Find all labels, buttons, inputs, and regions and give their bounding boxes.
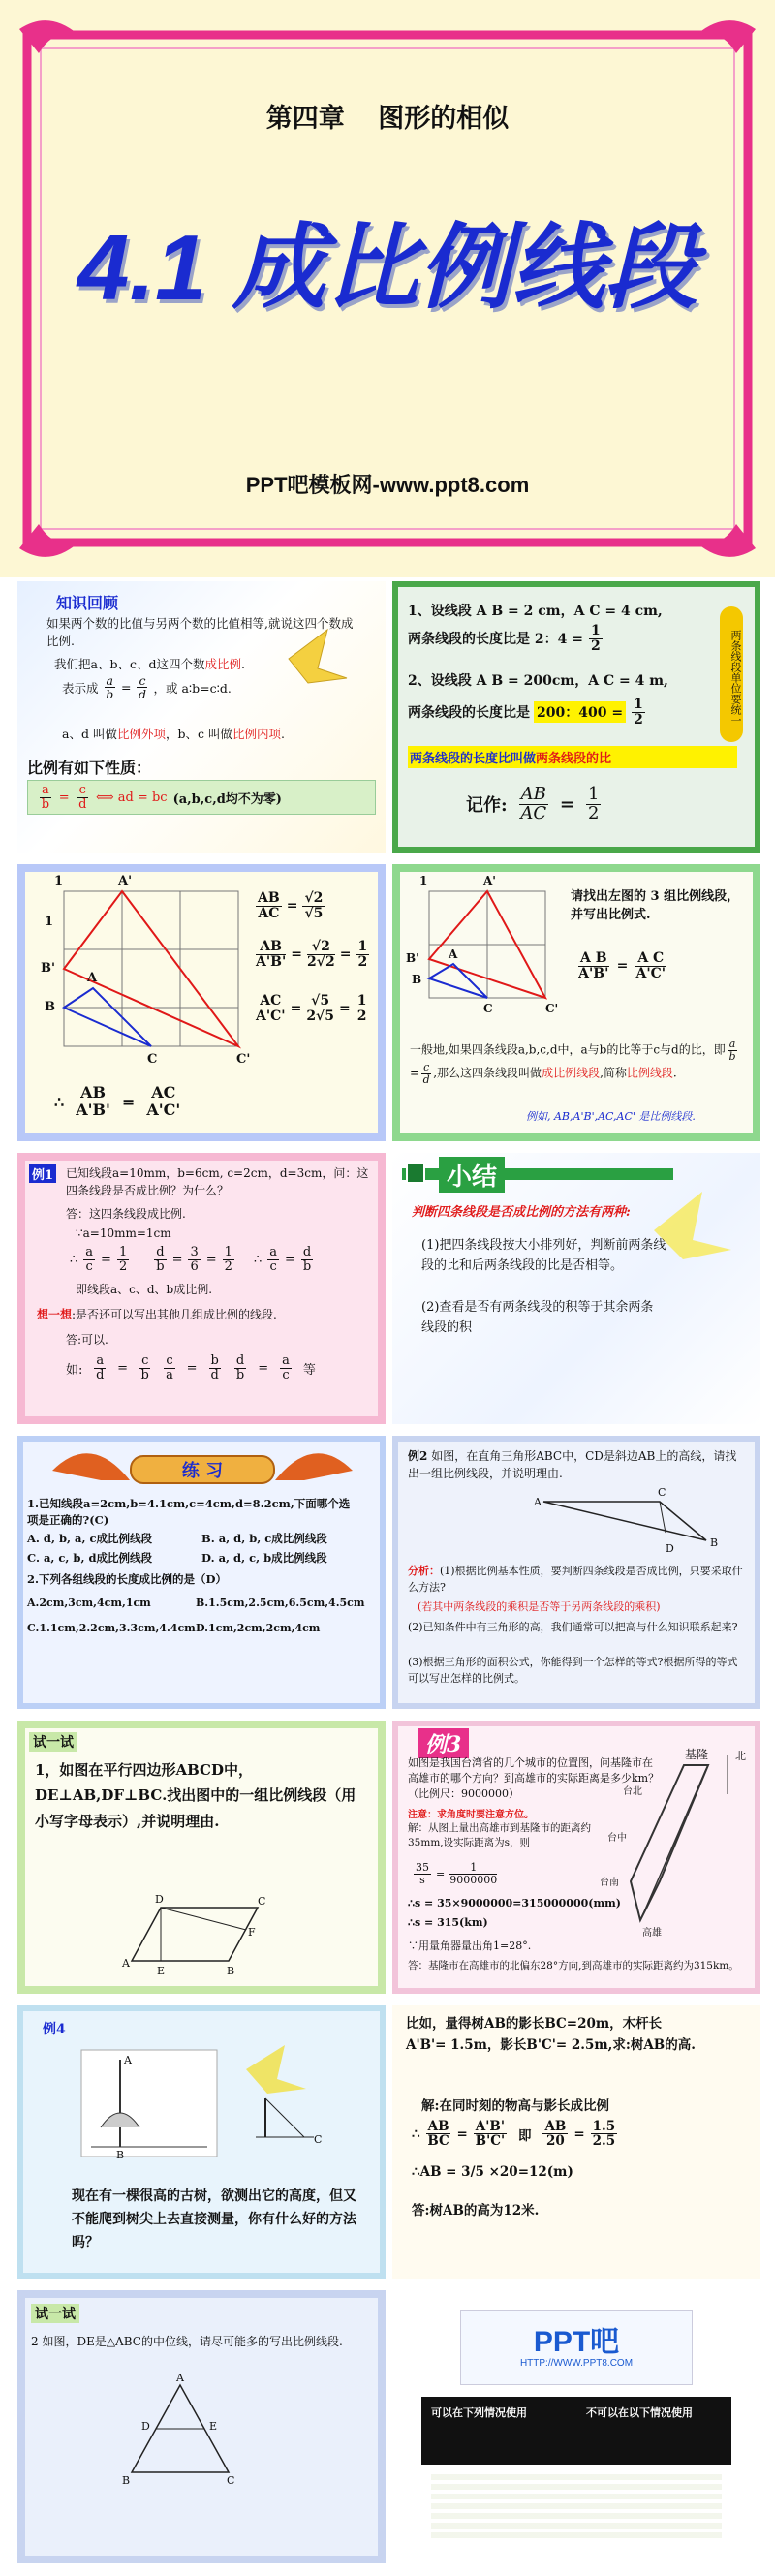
title-slide (0, 0, 775, 577)
definition-slide (392, 864, 760, 1141)
label-b: B (227, 1965, 235, 1977)
label-c: C (227, 2474, 235, 2487)
example3-slide (392, 1721, 760, 1994)
solution-4: ∵用量角器量出角1=28°. (408, 1940, 532, 1952)
problem-1-ratio: 两条线段的长度比是 2：4 = $\frac{1}{2}$ (408, 623, 601, 654)
calc-line: ∵a=10mm=1cm (76, 1226, 171, 1240)
label-a-prime: A' (118, 874, 133, 888)
label-b: B (122, 2474, 131, 2487)
proportion-eq: ∴ $\frac{AB}{BC}$ = $\frac{A'B'}{B'C'}$ 即 $\frac{AB}{20}$ = $\frac{1.5}{2.5}$ (412, 2119, 616, 2150)
example-tag: 例3 (418, 1728, 469, 1758)
option-b[interactable]: B. a, d, b, c成比例线段 (202, 1532, 327, 1545)
map-label-north: 北 (735, 1750, 746, 1762)
problem-1: 1、设线段 A B = 2 cm，A C = 4 cm, (408, 604, 663, 619)
problem-2: 2、设线段 A B = 200cm，A C = 4 m, (408, 673, 668, 689)
taiwan-map (398, 1726, 760, 1994)
logo: PPT吧 (533, 2326, 620, 2358)
label-a: A (449, 947, 458, 961)
logo-url[interactable]: HTTP://WWW.PPT8.COM (519, 2358, 634, 2369)
label-a: A (534, 1496, 542, 1508)
solution-2: ∴s = 35×9000000=315000000(mm) (408, 1897, 621, 1909)
question: 2 如图，DE是△ABC的中位线，请尽可能多的写出比例线段. (31, 2335, 343, 2348)
question: 已知线段a=10mm，b=6cm, c=2cm，d=3cm，问：这四条线段是否成比例？为什么？ (66, 1166, 369, 1197)
map-label-taichung: 台中 (607, 1833, 627, 1844)
label-1: 1 (54, 874, 64, 888)
question: 请找出左图的 3 组比例线段，并写出比例式. (571, 889, 740, 922)
tree-solution-slide (392, 2005, 760, 2279)
option-c[interactable]: C.1.1cm,2.2cm,3.3cm,4.4cm (27, 1622, 196, 1634)
label-a: A (124, 2054, 132, 2066)
ratio-slide (392, 581, 760, 853)
label-d: D (666, 1542, 674, 1555)
page-title: 4.1 成比例线段 (77, 216, 698, 320)
option-b[interactable]: B.1.5cm,2.5cm,6.5cm,4.5cm (196, 1597, 365, 1609)
site-label: PPT吧模板网-www.ppt8.com (245, 473, 530, 497)
map-label-tainan: 台南 (600, 1878, 619, 1888)
label-a: A (87, 971, 98, 985)
option-d[interactable]: D. a, d, c, b成比例线段 (202, 1551, 327, 1565)
answer-equation: $\frac{\text{A B}}{A'B'}$ = $\frac{\text{A C}}{A'C'}$ (578, 950, 666, 981)
ad-slide (392, 2290, 760, 2563)
terms-line: a、d 叫做比例外项，b、c 叫做比例内项. (62, 727, 285, 741)
note: 注意：求角度时要注意方位。 (408, 1810, 534, 1820)
summary-slide (392, 1153, 760, 1424)
solution-3: ∴s = 315(km) (408, 1916, 488, 1929)
analysis-2: (2)已知条件中有三角形的高，我们通常可以把高与什么知识联系起来? (408, 1621, 738, 1633)
paper-crane-icon (246, 2045, 306, 2094)
method-1: (1)把四条线段按大小排列好，判断前两条线段的比和后两条线段的比是否相等。 (421, 1238, 666, 1273)
property-heading: 比例有如下性质： (27, 759, 152, 777)
option-d[interactable]: D.1cm,2cm,2cm,4cm (196, 1622, 321, 1634)
definition-text: 一般地,如果四条线段a,b,c,d中，a与b的比等于c与d的比，即 $\frac{a}{b}$ = $\frac{c}{d}$ ,那么这四条线段叫做成比例线段,简称比例线段. (410, 1038, 736, 1086)
label-b-prime: B' (406, 951, 419, 965)
answer: 答：这四条线段成比例. (66, 1207, 186, 1221)
label-e: E (209, 2420, 218, 2433)
example4-slide (17, 2005, 386, 2279)
ratio-eq-3: $\frac{AC}{A'C'}$ = $\frac{√5}{2√5}$ = $\frac{1}{2}$ (256, 993, 367, 1024)
label-1: 1 (419, 874, 428, 887)
label-c: C (314, 2133, 323, 2146)
solution-5: 答：基隆市在高雄市的北偏东28°方向,到高雄市的实际距离约为315km。 (408, 1960, 739, 1971)
label-c: C (258, 1895, 266, 1908)
label-b: B (412, 973, 422, 986)
label-1: 1 (45, 915, 54, 929)
example-text: 例如, AB,A'B',AC,AC' 是比例线段. (526, 1110, 696, 1123)
question: 现在有一棵很高的古树，欲测出它的高度，但又不能爬到树尖上去直接测量，你有什么好的方法吗？ (72, 2188, 356, 2250)
represent-line: 表示成 $\frac{a}{b}$ = $\frac{c}{d}$ ，或 a∶b=c∶d. (62, 673, 232, 702)
option-a[interactable]: A. d, b, a, c成比例线段 (27, 1532, 152, 1545)
label-c: C (658, 1486, 666, 1499)
alt-proportions: 如: $\frac{a}{d}$ = $\frac{c}{b}$ $\frac{c}{a}$ = $\frac{b}{d}$ $\frac{d}{b}$ = $\frac{a}{c}$ 等 (66, 1353, 316, 1382)
ratio-eq-1: $\frac{AB}{AC}$ = $\frac{√2}{√5}$ (258, 890, 324, 921)
answer-2: 答:可以. (66, 1333, 108, 1347)
ratio-eq-2: $\frac{AB}{A'B'}$ = $\frac{√2}{2√2}$ = $\frac{1}{2}$ (256, 939, 368, 970)
conclusion: 即线段a、c、d、b成比例. (76, 1283, 213, 1296)
label-e: E (157, 1965, 166, 1977)
try-it-slide (17, 1721, 386, 1994)
proportion-line: 我们把a、b、c、d这四个数成比例. (54, 657, 245, 671)
ratio-note: 两条线段的长度比叫做两条线段的比 (408, 746, 737, 768)
label-b: B (45, 1000, 55, 1014)
scale-fraction: $\frac{35}{s}$ = $\frac{1}{9000000}$ (416, 1861, 498, 1886)
map-label-taipei: 台北 (623, 1786, 642, 1797)
question-1: 1.已知线段a=2cm,b=4.1cm,c=4cm,d=8.2cm,下面哪个选项是正确的?(C) (27, 1497, 351, 1528)
label-a: A (122, 1957, 130, 1970)
label-c-prime: C' (545, 1002, 559, 1015)
analysis-3: (3)根据三角形的面积公式，你能得到一个怎样的等式?根据所得的等式可以写出怎样的比例式。 (408, 1656, 738, 1685)
label-a: A (176, 2372, 184, 2384)
question: 如图是我国台湾省的几个城市的位置图，问基隆市在高雄市的哪个方向？到高雄市的实际距离是多少km？（比例尺：9000000） (408, 1756, 660, 1800)
example2-slide (392, 1436, 760, 1709)
solution-1: 解：从图上量出高雄市到基隆市的距离约35mm,设实际距离为s，则 (408, 1822, 591, 1849)
label-c: C (483, 1002, 493, 1015)
question: 1，如图在平行四边形ABCD中，DE⊥AB,DF⊥BC.找出图中的一组比例线段（用小写字母表示）,并说明理由. (35, 1761, 356, 1830)
think-line: 想一想:是否还可以写出其他几组成比例的线段. (37, 1308, 277, 1321)
given-text: 比如，量得树AB的影长BC=20m，木杆长A'B'= 1.5m，影长B'C'= 2.5m,求:树AB的高. (406, 2016, 696, 2054)
option-c[interactable]: C. a, c, b, d成比例线段 (27, 1551, 153, 1565)
definition-text: 如果两个数的比值与另两个数的比值相等,就说这四个数成比例. (46, 616, 354, 648)
chapter-title: 第四章 图形的相似 (265, 104, 510, 133)
parallelogram-figure (25, 1728, 386, 1994)
disallowed-heading: 不可以在以下情况使用 (586, 2407, 693, 2419)
label-c: C (147, 1052, 158, 1067)
grid-triangle-slide (17, 864, 386, 1141)
solution-line: 解:在同时刻的物高与影长成比例 (421, 2098, 609, 2114)
analysis-1: 分析：(1)根据比例基本性质，要判断四条线段是否成比例，只要采取什么方法? (408, 1565, 743, 1594)
unit-note: 两条线段单位要统一 (720, 606, 743, 742)
example-tag: 例1 (29, 1164, 56, 1183)
example1-slide (17, 1153, 386, 1424)
allowed-heading: 可以在下列情况使用 (431, 2407, 527, 2419)
fraction-row: ∴ $\frac{a}{c}$ = $\frac{1}{2}$ $\frac{d}{b}$ = $\frac{3}{6}$ = $\frac{1}{2}$ ∴ $\frac{a}{c}$ = $\frac{d}{b}$ (70, 1245, 312, 1274)
label-f: F (248, 1926, 256, 1939)
banner-label: 练 习 (130, 1455, 275, 1484)
label-d: D (155, 1893, 164, 1906)
try-tag: 试一试 (31, 2304, 79, 2323)
label-c-prime: C' (236, 1052, 251, 1067)
practice-slide (17, 1436, 386, 1709)
review-slide (17, 581, 386, 853)
method-2: (2)查看是否有两条线段的积等于其余两条线段的积 (421, 1300, 654, 1335)
question-2: 2.下列各组线段的长度成比例的是（D） (27, 1572, 227, 1586)
subheading: 判断四条线段是否成比例的方法有两种: (412, 1205, 631, 1220)
conclusion: ∴ $\frac{AB}{A'B'}$ = $\frac{AC}{A'C'}$ (54, 1083, 181, 1119)
label-b: B (116, 2149, 125, 2161)
try-it-slide-2 (17, 2290, 386, 2563)
link-grid (431, 2474, 722, 2542)
answer-line: 答:树AB的高为12米. (412, 2203, 540, 2219)
summary-heading: 小结 (439, 1157, 505, 1193)
label-b-prime: B' (41, 961, 55, 976)
example-tag: 例4 (43, 2022, 66, 2037)
example-line: 例2 如图，在直角三角形ABC中，CD是斜边AB上的高线，请找出一组比例线段，并说明理由. (408, 1449, 737, 1480)
paper-crane-icon (392, 1153, 760, 1424)
map-label-kaohsiung: 高雄 (642, 1928, 662, 1939)
analysis-1b: (若其中两条线段的乘积是否等于另两条线段的乘积) (418, 1600, 661, 1613)
result-line: ∴AB = 3/5 ×20=12(m) (412, 2164, 574, 2180)
label-a-prime: A' (483, 874, 496, 887)
section-heading: 知识回顾 (56, 594, 119, 612)
option-a[interactable]: A.2cm,3cm,4cm,1cm (27, 1597, 151, 1609)
label-b: B (710, 1536, 719, 1549)
triangle-figure (25, 2298, 386, 2563)
notation-line: 记作: $\frac{AB}{AC}$ = $\frac{1}{2}$ (466, 784, 600, 823)
property-box: $\frac{a}{b}$ = $\frac{c}{d}$ ⟺ ad = bc (a,b,c,d均不为零) (27, 780, 376, 815)
try-tag: 试一试 (29, 1732, 78, 1752)
problem-2-ratio: 两条线段的长度比是 200：400 = $\frac{1}{2}$ (408, 697, 643, 728)
label-d: D (141, 2420, 150, 2433)
map-label-keelung: 基隆 (685, 1748, 709, 1761)
